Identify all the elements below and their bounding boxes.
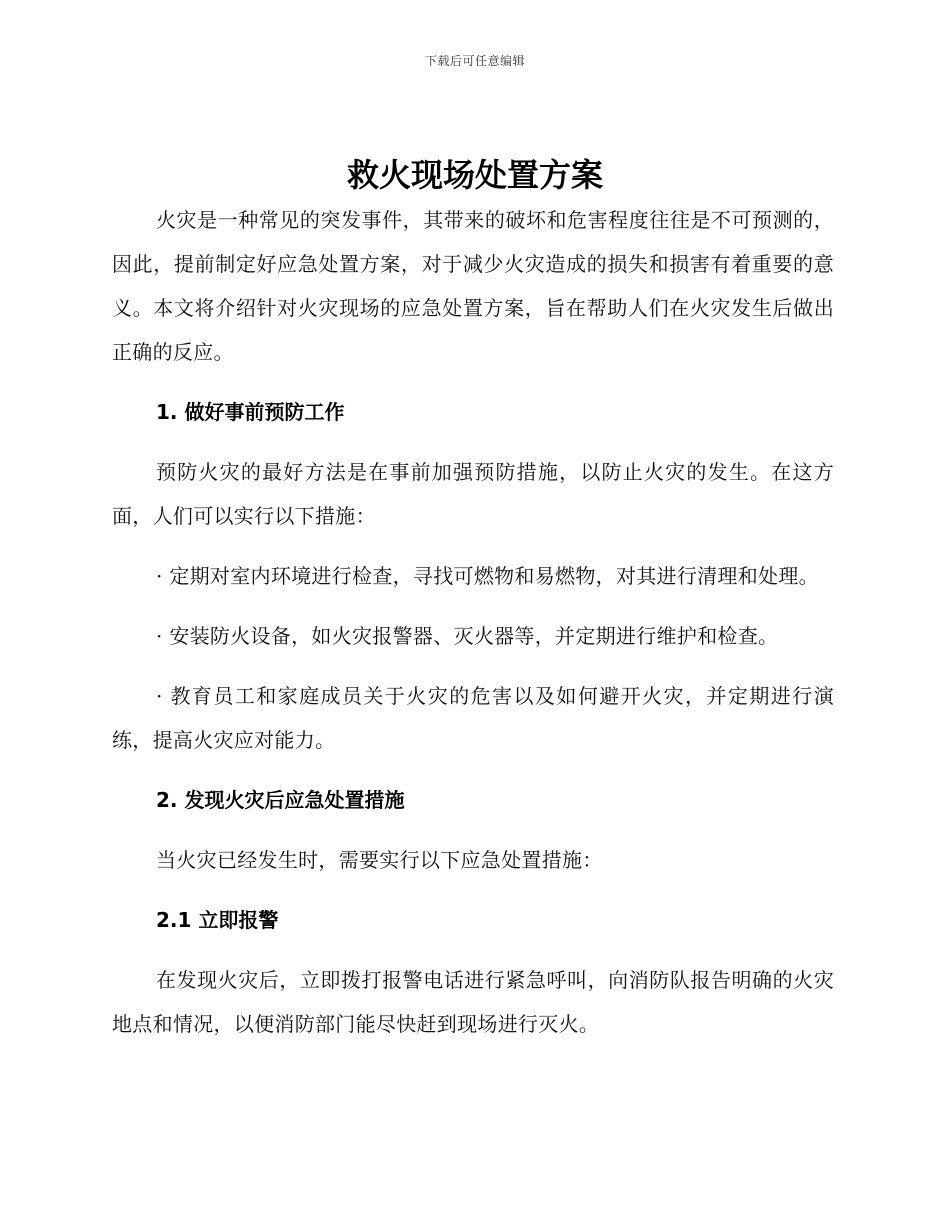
intro-paragraph: 火灾是一种常见的突发事件，其带来的破坏和危害程度往往是不可预测的，因此，提前制定好应急处置方案，对于减少火灾造成的损失和损害有着重要的意义。本文将介绍针对火灾现场的应急处置方案，旨在帮助人们在火灾发生后做出正确的反应。 bbox=[112, 208, 834, 364]
section-2-paragraph: 当火灾已经发生时，需要实行以下应急处置措施： bbox=[156, 848, 603, 872]
header-note: 下载后可任意编辑 bbox=[424, 54, 525, 68]
subsection-2-1-heading: 2.1 立即报警 bbox=[156, 908, 279, 932]
section-1-paragraph: 预防火灾的最好方法是在事前加强预防措施，以防止火灾的发生。在这方面，人们可以实行以下措施： bbox=[112, 460, 834, 528]
section-1-bullet-1: · 定期对室内环境进行检查，寻找可燃物和易燃物，对其进行清理和处理。 bbox=[156, 564, 819, 588]
page-title: 救火现场处置方案 bbox=[346, 156, 603, 194]
section-1-heading: 1. 做好事前预防工作 bbox=[156, 400, 345, 424]
subsection-2-1-paragraph: 在发现火灾后，立即拨打报警电话进行紧急呼叫，向消防队报告明确的火灾地点和情况，以便消防部门能尽快赶到现场进行灭火。 bbox=[112, 968, 834, 1036]
section-1-bullet-2: · 安装防火设备，如火灾报警器、灭火器等，并定期进行维护和检查。 bbox=[156, 624, 779, 648]
section-1-bullet-3: · 教育员工和家庭成员关于火灾的危害以及如何避开火灾，并定期进行演练，提高火灾应对能力。 bbox=[112, 684, 834, 752]
section-2-heading: 2. 发现火灾后应急处置措施 bbox=[156, 788, 405, 812]
document-body bbox=[112, 198, 834, 1062]
